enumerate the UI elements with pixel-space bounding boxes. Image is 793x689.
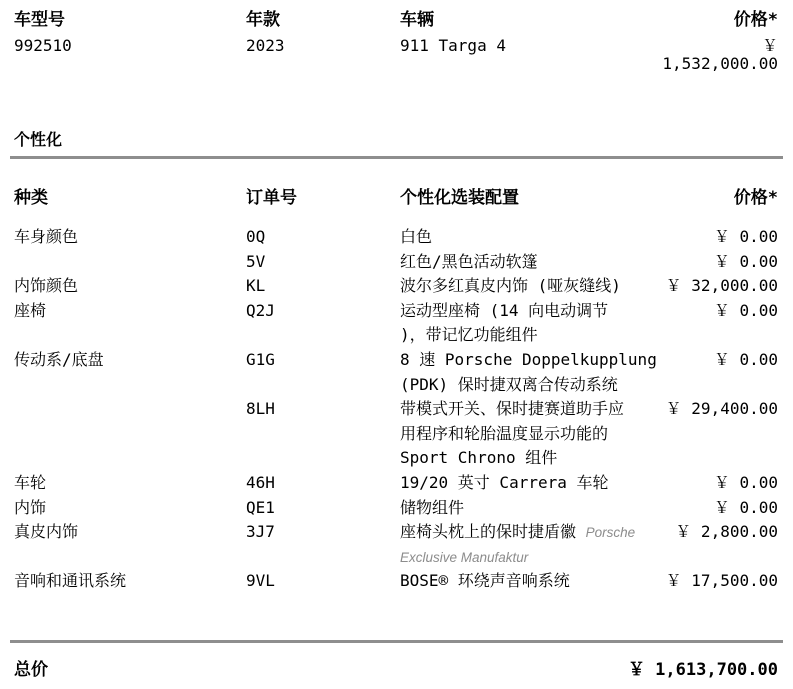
option-description-line: Sport Chrono 组件	[400, 448, 558, 468]
option-description	[400, 397, 655, 471]
option-description	[400, 250, 655, 275]
option-price: ￥ 0.00	[713, 497, 778, 517]
option-description	[400, 496, 655, 521]
option-description-line: 8 速 Porsche Doppelkupplung	[400, 349, 657, 369]
option-description	[400, 520, 655, 569]
option-category: 音响和通讯系统	[14, 570, 127, 590]
vehicle-name-value: 911 Targa 4	[400, 36, 506, 55]
option-price: ￥ 0.00	[713, 349, 778, 369]
option-price-header: 价格*	[733, 188, 778, 208]
option-order-code: 0Q	[246, 227, 266, 246]
options-table	[14, 225, 778, 593]
divider	[10, 156, 783, 159]
category-header: 种类	[14, 188, 48, 208]
option-order-code: 3J7	[246, 522, 275, 542]
option-description-line: 白色	[400, 227, 433, 246]
option-row-bose	[14, 569, 778, 594]
option-category: 车身颜色	[14, 227, 79, 246]
total-amount: ￥ 1,613,700.00	[627, 660, 778, 680]
options-table-header	[14, 188, 778, 208]
option-description-line: )，带记忆功能组件	[400, 325, 538, 345]
base-price-value	[655, 37, 778, 73]
option-price: ￥ 0.00	[713, 472, 778, 492]
vehicle-header-row	[14, 10, 778, 30]
section-title: 个性化	[14, 130, 63, 149]
option-description-text: 座椅头枕上的保时捷盾徽	[400, 522, 577, 542]
option-description-line: 红色/黑色活动软篷	[400, 251, 538, 271]
option-order-code: 46H	[246, 472, 275, 492]
option-description-line: 19/20 英寸 Carrera 车轮	[400, 472, 609, 492]
model-code-value: 992510	[14, 36, 72, 55]
option-header: 个性化选装配置	[400, 188, 519, 208]
total-label: 总价	[14, 660, 48, 680]
option-description	[400, 274, 655, 299]
vehicle-header: 车辆	[400, 10, 434, 30]
option-category: 座椅	[14, 300, 47, 320]
option-description-line: 带模式开关、保时捷赛道助手应	[400, 399, 625, 419]
option-category	[14, 397, 246, 471]
option-order-code: Q2J	[246, 300, 275, 320]
option-order-code: 9VL	[246, 570, 275, 590]
option-order-code: 8LH	[246, 399, 275, 419]
option-row-pdk	[14, 348, 778, 397]
option-category: 车轮	[14, 472, 47, 492]
option-row-wheels	[14, 471, 778, 496]
total-row	[14, 660, 778, 680]
option-description	[400, 225, 655, 250]
option-description	[400, 471, 655, 496]
divider	[10, 640, 783, 643]
base-price-amount: 1,532,000.00	[662, 54, 778, 73]
option-row-soft-top	[14, 250, 778, 275]
option-row-seats	[14, 299, 778, 348]
manufaktur-note: Exclusive Manufaktur	[400, 549, 529, 565]
option-description-line: 用程序和轮胎温度显示功能的	[400, 423, 609, 443]
option-description-line: BOSE® 环绕声音响系统	[400, 570, 570, 590]
price-header: 价格*	[733, 10, 778, 30]
model-code-header: 车型号	[14, 10, 65, 30]
option-description-line	[400, 520, 655, 546]
option-row-sport-chrono	[14, 397, 778, 471]
option-price: ￥ 0.00	[713, 300, 778, 320]
option-row-exterior-white	[14, 225, 778, 250]
option-description-line	[400, 546, 655, 569]
option-price: ￥ 2,800.00	[675, 522, 778, 542]
option-price: ￥ 32,000.00	[665, 276, 778, 296]
option-row-storage	[14, 496, 778, 521]
option-category: 内饰	[14, 497, 47, 517]
option-description-line: 储物组件	[400, 497, 465, 517]
option-description-line: 运动型座椅 (14 向电动调节	[400, 300, 609, 320]
order-code-header: 订单号	[246, 188, 297, 208]
option-row-headrest-crest	[14, 520, 778, 569]
option-order-code: KL	[246, 276, 266, 296]
manufaktur-note: Porsche	[585, 525, 636, 541]
option-description	[400, 348, 655, 397]
option-description	[400, 569, 655, 594]
option-price: ￥ 17,500.00	[665, 570, 778, 590]
option-description-line: 波尔多红真皮内饰 (哑灰缝线)	[400, 276, 621, 296]
base-price-currency: ￥	[761, 36, 778, 55]
option-price: ￥ 0.00	[713, 251, 778, 271]
option-price: ￥ 0.00	[713, 227, 778, 246]
option-category: 传动系/底盘	[14, 349, 104, 369]
option-category: 内饰颜色	[14, 276, 79, 296]
option-order-code: 5V	[246, 251, 266, 271]
model-year-value: 2023	[246, 36, 285, 55]
option-category: 真皮内饰	[14, 522, 79, 542]
option-row-interior-color	[14, 274, 778, 299]
vehicle-values-row	[14, 37, 778, 73]
option-order-code: QE1	[246, 497, 275, 517]
option-description-line: (PDK) 保时捷双离合传动系统	[400, 374, 618, 394]
option-description	[400, 299, 655, 348]
option-order-code: G1G	[246, 349, 275, 369]
option-price: ￥ 29,400.00	[665, 399, 778, 419]
option-category	[14, 250, 246, 275]
model-year-header: 年款	[246, 10, 280, 30]
